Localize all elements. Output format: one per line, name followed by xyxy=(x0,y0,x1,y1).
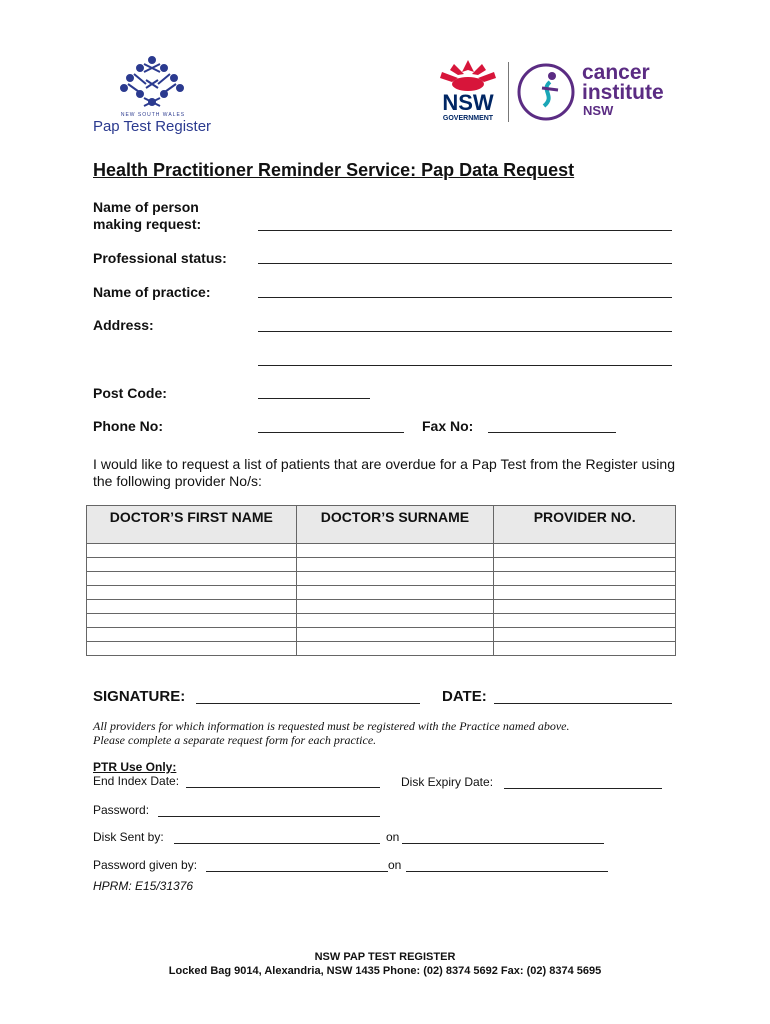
surname-cell[interactable] xyxy=(296,628,494,642)
request-paragraph: I would like to request a list of patients that are overdue for a Pap Test from the Register using the following provider No/s: xyxy=(93,456,675,489)
date-field[interactable] xyxy=(494,703,672,704)
surname-cell[interactable] xyxy=(296,572,494,586)
first-name-cell[interactable] xyxy=(87,614,297,628)
surname-cell[interactable] xyxy=(296,558,494,572)
address-label: Address: xyxy=(93,317,154,333)
password-given-on-field[interactable] xyxy=(406,871,608,872)
table-row xyxy=(87,628,676,642)
end-index-field[interactable] xyxy=(186,787,380,788)
password-label: Password: xyxy=(93,803,150,817)
first-name-cell[interactable] xyxy=(87,600,297,614)
disk-sent-field[interactable] xyxy=(174,843,380,844)
table-row xyxy=(87,586,676,600)
surname-cell[interactable] xyxy=(296,642,494,656)
footer-line1: NSW PAP TEST REGISTER xyxy=(314,951,456,963)
professional-status-label: Professional status: xyxy=(93,250,227,266)
date-label: DATE: xyxy=(442,688,487,705)
header-surname: DOCTOR’S SURNAME xyxy=(296,506,494,544)
surname-cell[interactable] xyxy=(296,614,494,628)
first-name-cell[interactable] xyxy=(87,642,297,656)
address-field-line1[interactable] xyxy=(258,331,672,332)
waratah-icon xyxy=(432,58,504,92)
signature-field[interactable] xyxy=(196,703,420,704)
table-row xyxy=(87,600,676,614)
ptr-use-heading: PTR Use Only: xyxy=(93,760,177,774)
password-given-on-label: on xyxy=(388,858,402,872)
provider-no-cell[interactable] xyxy=(494,614,676,628)
provider-no-cell[interactable] xyxy=(494,642,676,656)
post-code-field[interactable] xyxy=(258,398,370,399)
provider-no-cell[interactable] xyxy=(494,544,676,558)
table-row xyxy=(87,614,676,628)
first-name-cell[interactable] xyxy=(87,572,297,586)
address-field-line2[interactable] xyxy=(258,365,672,366)
first-name-cell[interactable] xyxy=(87,558,297,572)
nsw-word: NSW xyxy=(442,90,494,115)
header-first-name: DOCTOR’S FIRST NAME xyxy=(87,506,297,544)
cancer-institute-emblem-icon xyxy=(514,60,578,124)
first-name-cell[interactable] xyxy=(87,586,297,600)
ptr-figures-icon xyxy=(84,54,220,114)
ci-line1: cancer xyxy=(582,61,650,84)
surname-cell[interactable] xyxy=(296,544,494,558)
fax-label: Fax No: xyxy=(422,418,474,434)
table-row xyxy=(87,642,676,656)
professional-status-field[interactable] xyxy=(258,263,672,264)
nsw-government-logo xyxy=(432,58,504,128)
phone-field[interactable] xyxy=(258,432,404,433)
post-code-label: Post Code: xyxy=(93,385,167,401)
name-person-field[interactable] xyxy=(258,230,672,231)
surname-cell[interactable] xyxy=(296,586,494,600)
first-name-cell[interactable] xyxy=(87,628,297,642)
cancer-institute-logo xyxy=(514,60,684,126)
password-given-field[interactable] xyxy=(206,871,388,872)
ptr-caption-small: NEW SOUTH WALES xyxy=(120,112,186,118)
note-line2: Please complete a separate request form for each practice. xyxy=(93,733,377,747)
table-row xyxy=(87,558,676,572)
hprm-reference: HPRM: E15/31376 xyxy=(93,879,194,893)
ptr-name: Pap Test Register xyxy=(92,118,212,135)
disk-expiry-label: Disk Expiry Date: xyxy=(401,775,494,789)
surname-cell[interactable] xyxy=(296,600,494,614)
name-practice-field[interactable] xyxy=(258,297,672,298)
ptr-logo xyxy=(84,54,220,140)
disk-sent-on-field[interactable] xyxy=(402,843,604,844)
name-person-label-line2: making request: xyxy=(93,216,202,232)
provider-no-cell[interactable] xyxy=(494,628,676,642)
page-title: Health Practitioner Reminder Service: Pap Data Request xyxy=(93,160,575,180)
password-field[interactable] xyxy=(158,816,380,817)
ci-line3: NSW xyxy=(583,103,614,118)
provider-no-cell[interactable] xyxy=(494,600,676,614)
disk-sent-on-label: on xyxy=(386,830,400,844)
ci-line2: institute xyxy=(582,81,664,104)
provider-table-header xyxy=(87,506,676,544)
provider-table xyxy=(86,505,676,656)
provider-no-cell[interactable] xyxy=(494,586,676,600)
table-row xyxy=(87,544,676,558)
disk-expiry-field[interactable] xyxy=(504,788,662,789)
name-person-label-line1: Name of person xyxy=(93,199,199,215)
signature-label: SIGNATURE: xyxy=(93,688,186,705)
footer-line2: Locked Bag 9014, Alexandria, NSW 1435 Phone: (02) 8374 5692 Fax: (02) 8374 5695 xyxy=(168,965,602,977)
end-index-label: End Index Date: xyxy=(93,774,180,788)
logo-divider xyxy=(508,62,509,122)
provider-no-cell[interactable] xyxy=(494,572,676,586)
provider-no-cell[interactable] xyxy=(494,558,676,572)
name-practice-label: Name of practice: xyxy=(93,284,211,300)
password-given-label: Password given by: xyxy=(93,858,198,872)
phone-label: Phone No: xyxy=(93,418,163,434)
disk-sent-label: Disk Sent by: xyxy=(93,830,164,844)
first-name-cell[interactable] xyxy=(87,544,297,558)
nsw-gov: GOVERNMENT xyxy=(442,115,494,122)
table-row xyxy=(87,572,676,586)
fax-field[interactable] xyxy=(488,432,616,433)
note-line1: All providers for which information is requested must be registered with the Practice named above. xyxy=(93,719,570,733)
header-provider-no: PROVIDER NO. xyxy=(494,506,676,544)
